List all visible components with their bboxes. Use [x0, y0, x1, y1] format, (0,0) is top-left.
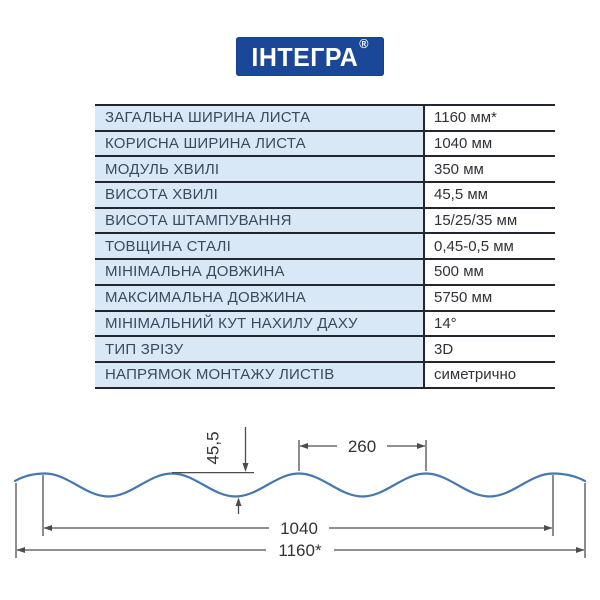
spec-label: МІНІМАЛЬНИЙ КУТ НАХИЛУ ДАХУ	[95, 312, 425, 336]
dim-wave-height-label: 45,5	[203, 431, 223, 465]
wave-profile	[15, 474, 585, 497]
table-row	[95, 183, 555, 209]
table-row	[95, 260, 555, 286]
spec-label: ТОВЩИНА СТАЛІ	[95, 234, 425, 258]
arrow-left-icon	[44, 525, 53, 531]
spec-label: МАКСИМАЛЬНА ДОВЖИНА	[95, 286, 425, 310]
table-row	[95, 286, 555, 312]
table-row	[95, 106, 555, 132]
spec-value: 5750 мм	[425, 286, 555, 310]
spec-label: КОРИСНА ШИРИНА ЛИСТА	[95, 132, 425, 156]
brand-logo	[236, 37, 384, 76]
spec-label: ВИСОТА ХВИЛІ	[95, 183, 425, 207]
arrow-left-icon	[17, 547, 26, 553]
spec-value: 3D	[425, 337, 555, 361]
spec-label: ТИП ЗРІЗУ	[95, 337, 425, 361]
arrow-right-icon	[417, 443, 426, 449]
spec-value: 14°	[425, 312, 555, 336]
spec-value: 45,5 мм	[425, 183, 555, 207]
table-row	[95, 363, 555, 389]
spec-value: 1160 мм*	[425, 106, 555, 130]
dim-total-width-label: 1160*	[278, 541, 322, 560]
dim-useful-width-label: 1040	[280, 519, 318, 538]
spec-label: ВИСОТА ШТАМПУВАННЯ	[95, 209, 425, 233]
arrow-down-icon	[243, 463, 249, 472]
spec-label: МОДУЛЬ ХВИЛІ	[95, 157, 425, 181]
spec-label: НАПРЯМОК МОНТАЖУ ЛИСТІВ	[95, 363, 425, 387]
spec-value: симетрично	[425, 363, 555, 387]
table-row	[95, 132, 555, 158]
arrow-right-icon	[544, 525, 553, 531]
spec-value: 0,45-0,5 мм	[425, 234, 555, 258]
spec-label: МІНІМАЛЬНА ДОВЖИНА	[95, 260, 425, 284]
table-row	[95, 234, 555, 260]
dim-module-label: 260	[347, 437, 377, 456]
spec-value: 15/25/35 мм	[425, 209, 555, 233]
spec-value: 500 мм	[425, 260, 555, 284]
arrow-right-icon	[576, 547, 585, 553]
arrow-left-icon	[300, 443, 309, 449]
table-row	[95, 157, 555, 183]
arrow-up-icon	[236, 498, 242, 507]
table-row	[95, 209, 555, 235]
registered-trademark-icon: ®	[359, 35, 370, 51]
spec-value: 1040 мм	[425, 132, 555, 156]
profile-diagram	[0, 420, 600, 590]
spec-label: ЗАГАЛЬНА ШИРИНА ЛИСТА	[95, 106, 425, 130]
brand-name: ІНТЕГРА®	[251, 35, 370, 72]
spec-table	[95, 104, 555, 389]
spec-value: 350 мм	[425, 157, 555, 181]
table-row	[95, 312, 555, 338]
table-row	[95, 337, 555, 363]
